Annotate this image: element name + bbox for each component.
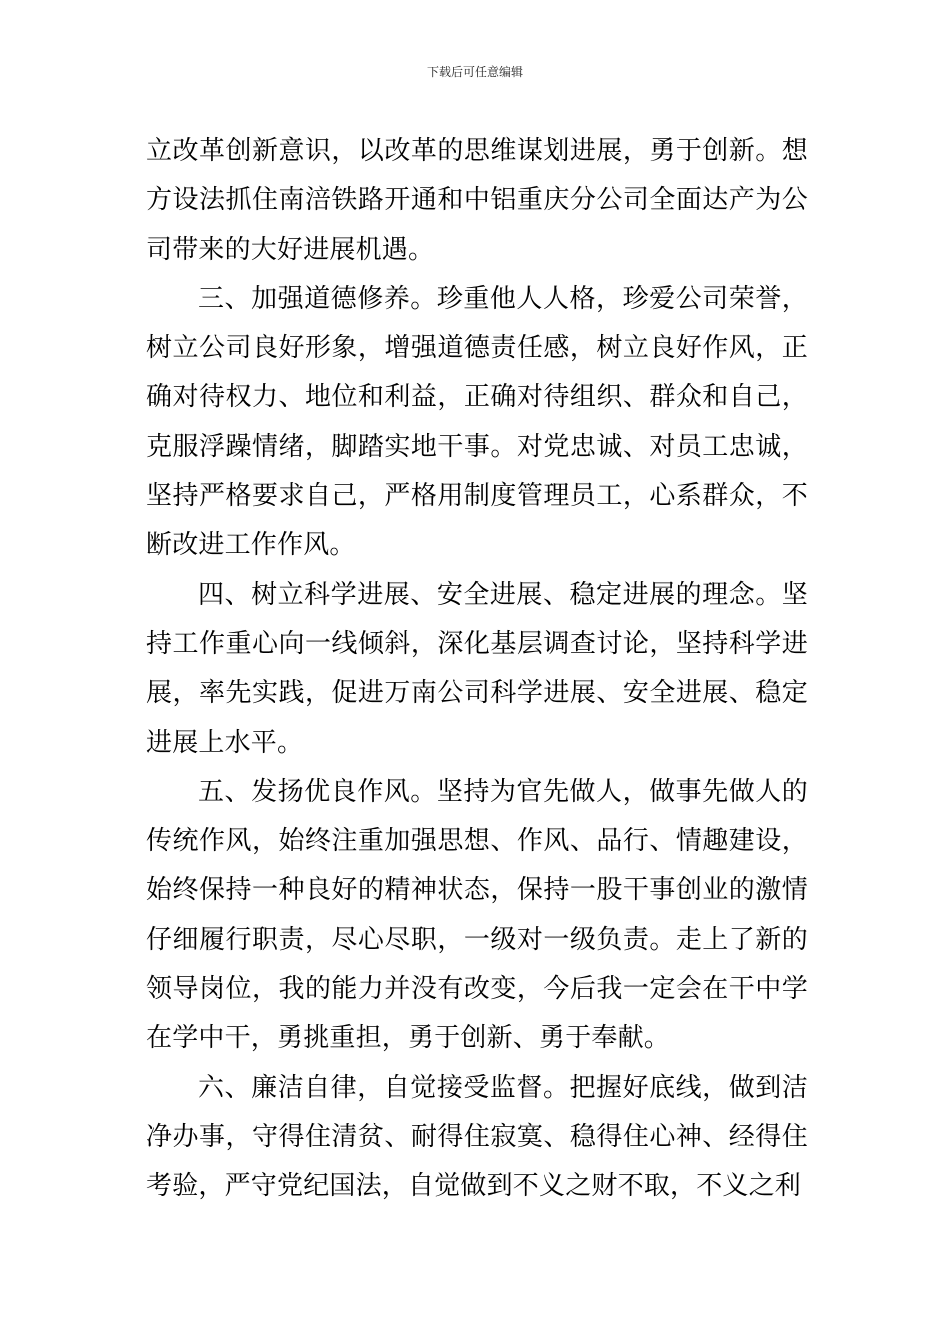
- paragraph-5-work-style: 五、发扬优良作风。坚持为官先做人，做事先做人的传统作风，始终注重加强思想、作风、品行、情趣建设，始终保持一种良好的精神状态，保持一股干事创业的激情仔细履行职责，尽心尽职，一级对一级负责。走上了新的领导岗位，我的能力并没有改变，今后我一定会在干中学在学中干，勇挑重担，勇于创新、勇于奉献。: [146, 776, 808, 1054]
- document-body: [146, 127, 808, 1212]
- paragraph-3-moral-cultivation: 三、加强道德修养。珍重他人人格，珍爱公司荣誉，树立公司良好形象，增强道德责任感，树立良好作风，正确对待权力、地位和利益，正确对待组织、群众和自己，克服浮躁情绪，脚踏实地干事。对党忠诚、对员工忠诚，坚持严格要求自己，严格用制度管理员工，心系群众，不断改进工作作风。: [146, 283, 808, 561]
- paragraph-continuation: 立改革创新意识，以改革的思维谋划进展，勇于创新。想方设法抓住南涪铁路开通和中铝重庆分公司全面达产为公司带来的大好进展机遇。: [146, 136, 808, 265]
- paragraph-4-scientific-development: 四、树立科学进展、安全进展、稳定进展的理念。坚持工作重心向一线倾斜，深化基层调查讨论，坚持科学进展，率先实践，促进万南公司科学进展、安全进展、稳定进展上水平。: [146, 579, 808, 758]
- paragraph-6-integrity: 六、廉洁自律，自觉接受监督。把握好底线，做到洁净办事，守得住清贫、耐得住寂寞、稳得住心神、经得住考验，严守党纪国法，自觉做到不义之财不取，不义之利: [146, 1072, 808, 1202]
- page-header: 下载后可任意编辑: [426, 65, 523, 79]
